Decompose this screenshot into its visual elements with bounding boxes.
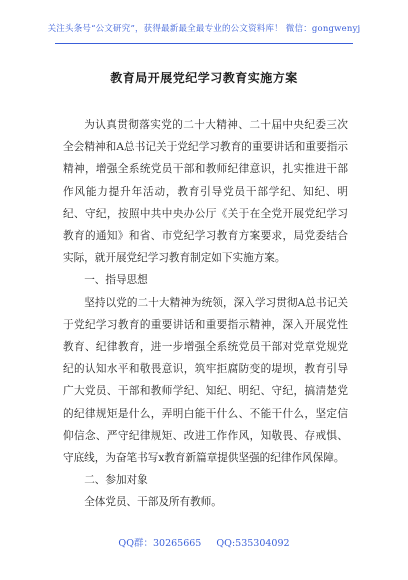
- header-promo-note: 关注头条号“公文研究”，获得最新最全最专业的公文资料库！ 微信：gongwenyj: [47, 24, 361, 34]
- header-divider: [55, 43, 353, 44]
- document-body: [63, 114, 348, 514]
- intro-paragraph: 为认真贯彻落实党的二十大精神、二十届中央纪委三次全会精神和A总书记关于党纪学习教育的重要讲话和重要指示精神，增强全系统党员干部和教师纪律意识，扎实推进干部作风能力提升年活动，教育引导党员干部学纪、知纪、明纪、守纪，按照中共中央办公厅《关于在全党开展党纪学习教育的通知》和省、市党纪学习教育方案要求，局党委结合实际，就开展党纪学习教育制定如下实施方案。: [63, 119, 348, 265]
- section-2-heading: 二、参加对象: [84, 474, 148, 487]
- qq-group-number: QQ群：30265665: [118, 538, 202, 549]
- section-1-paragraph: 坚持以党的二十大精神为统领，深入学习贯彻A总书记关于党纪学习教育的重要讲话和重要指示精神，深入开展党性教育、纪律教育，进一步增强全系统党员干部对党章党规党纪的认知水平和敬畏意识，筑牢拒腐防变的堤坝，教育引导广大党员、干部和教师学纪、知纪、明纪、守纪，搞清楚党的纪律规矩是什么，弄明白能干什么、不能干什么，坚定信仰信念、严守纪律规矩、改进工作作风，知敬畏、存戒惧、守底线，为奋笔书写x教育新篇章提供坚强的纪律作风保障。: [63, 296, 348, 465]
- section-1-heading: 一、指导思想: [84, 274, 148, 287]
- footer-contact: [0, 535, 408, 549]
- document-title: 教育局开展党纪学习教育实施方案: [110, 71, 298, 85]
- qq-number: QQ:535304092: [216, 538, 290, 549]
- section-2-paragraph: 全体党员、干部及所有教师。: [84, 496, 222, 509]
